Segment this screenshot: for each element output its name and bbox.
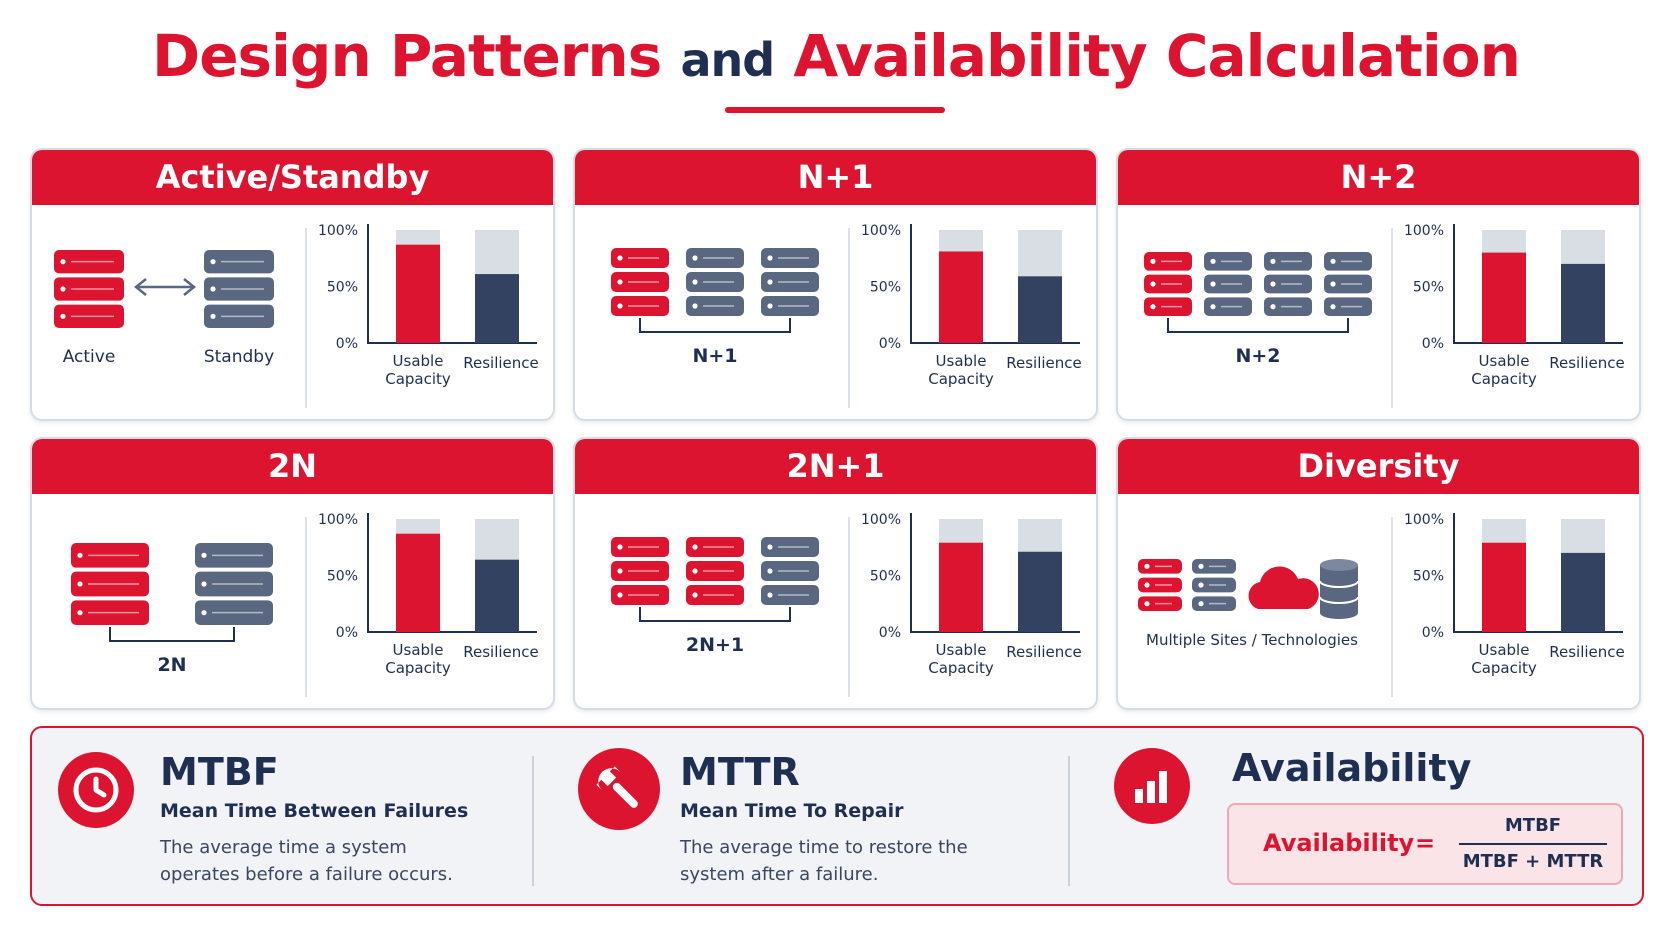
x-category-label: Resilience — [463, 643, 539, 661]
pattern-card-n-plus-2 — [1116, 148, 1641, 421]
bidirectional-arrow-icon — [136, 279, 194, 295]
x-category-label: Usable — [392, 352, 444, 370]
group-bracket — [110, 627, 234, 641]
metric-description: The average time to restore the system after a failure. — [680, 837, 968, 885]
bar-chart-icon — [1114, 748, 1190, 824]
metric-mtbf — [58, 728, 518, 906]
title-part-design-patterns: Design Patterns — [152, 22, 662, 90]
x-category-label: Capacity — [1471, 370, 1537, 388]
bar-resilience — [1018, 552, 1062, 632]
formula-numerator: MTBF — [1504, 815, 1562, 836]
group-bracket — [1168, 318, 1348, 332]
y-tick-label: 50% — [869, 279, 901, 296]
metric-subtitle: Mean Time To Repair — [680, 800, 904, 822]
pattern-diagram-label: N+1 — [692, 345, 738, 367]
x-category-label: Capacity — [928, 370, 994, 388]
bar-resilience — [1561, 264, 1605, 343]
metrics-divider — [1068, 756, 1070, 886]
x-category-label: Capacity — [385, 659, 451, 677]
server-stack-standby-icon — [204, 250, 274, 328]
pattern-diagram-label: 2N — [157, 654, 187, 676]
metric-title: MTBF — [160, 750, 279, 794]
y-tick-label: 0% — [1421, 625, 1444, 641]
bar-resilience — [475, 274, 519, 343]
wrench-icon — [578, 748, 660, 830]
pattern-card-n-plus-1 — [573, 148, 1098, 421]
bar-usable-capacity — [939, 251, 983, 343]
x-category-label: Capacity — [385, 370, 451, 388]
page-title — [0, 22, 1672, 90]
title-part-availability: Availability Calculation — [793, 22, 1520, 90]
y-tick-label: 50% — [1412, 279, 1444, 296]
x-category-label: Resilience — [1006, 643, 1082, 661]
server-stack-standby-icon — [761, 537, 819, 605]
pattern-diagram-label: N+2 — [1235, 345, 1281, 367]
server-stack-standby-icon — [195, 543, 273, 625]
card-header: 2N+1 — [575, 439, 1096, 494]
server-stack-standby-icon — [686, 248, 744, 316]
y-tick-label: 100% — [317, 223, 358, 239]
y-tick-label: 100% — [860, 512, 901, 528]
y-tick-label: 100% — [1403, 512, 1444, 528]
x-category-label: Capacity — [1471, 659, 1537, 677]
pattern-card-diversity — [1116, 437, 1641, 710]
card-header: N+2 — [1118, 150, 1639, 205]
metric-description: The average time a system operates before a failure occurs. — [160, 837, 453, 885]
server-stack-standby-icon — [761, 248, 819, 316]
pattern-card-2n-plus-1 — [573, 437, 1098, 710]
y-tick-label: 0% — [335, 625, 358, 641]
pattern-diagram-label: Multiple Sites / Technologies — [1146, 631, 1358, 649]
title-underline — [725, 107, 945, 113]
x-category-label: Resilience — [463, 354, 539, 372]
server-stack-standby-icon — [1204, 252, 1252, 316]
database-icon — [1320, 559, 1358, 619]
server-stack-active-icon — [611, 248, 669, 316]
formula-equals: = — [1415, 829, 1436, 857]
metric-subtitle: Mean Time Between Failures — [160, 800, 469, 822]
clock-icon — [58, 752, 134, 828]
pattern-card-active-standby — [30, 148, 555, 421]
x-category-label: Usable — [1478, 352, 1530, 370]
server-stack-icon — [1138, 559, 1182, 611]
metric-title: Availability — [1232, 746, 1472, 790]
x-category-label: Usable — [935, 641, 987, 659]
y-tick-label: 0% — [335, 336, 358, 352]
x-category-label: Resilience — [1549, 643, 1625, 661]
group-bracket — [640, 318, 790, 332]
y-tick-label: 50% — [869, 568, 901, 585]
cloud-icon — [1249, 567, 1319, 609]
bar-resilience — [1018, 276, 1062, 343]
metric-mttr — [578, 728, 1038, 906]
y-tick-label: 0% — [878, 625, 901, 641]
bar-usable-capacity — [939, 543, 983, 632]
card-header: Diversity — [1118, 439, 1639, 494]
standby-label: Standby — [203, 347, 275, 367]
y-tick-label: 0% — [878, 336, 901, 352]
bar-usable-capacity — [1482, 253, 1526, 343]
formula-denominator: MTBF + MTTR — [1462, 851, 1604, 872]
x-category-label: Resilience — [1006, 354, 1082, 372]
bar-usable-capacity — [396, 245, 440, 343]
server-stack-active-icon — [54, 250, 124, 328]
formula-fraction-bar — [1459, 843, 1607, 845]
x-category-label: Capacity — [928, 659, 994, 677]
x-category-label: Resilience — [1549, 354, 1625, 372]
pattern-diagram-label: 2N+1 — [685, 634, 745, 656]
metrics-divider — [532, 756, 534, 886]
server-stack-standby-icon — [1264, 252, 1312, 316]
y-tick-label: 50% — [326, 279, 358, 296]
y-tick-label: 50% — [1412, 568, 1444, 585]
x-category-label: Usable — [935, 352, 987, 370]
metrics-panel — [30, 726, 1644, 906]
pattern-card-2n — [30, 437, 555, 710]
formula-label: Availability — [1263, 829, 1415, 857]
metric-title: MTTR — [680, 750, 800, 794]
server-stack-icon — [1192, 559, 1236, 611]
y-tick-label: 50% — [326, 568, 358, 585]
server-stack-active-icon — [71, 543, 149, 625]
bar-resilience — [1561, 553, 1605, 632]
card-header: N+1 — [575, 150, 1096, 205]
x-category-label: Usable — [392, 641, 444, 659]
y-tick-label: 100% — [1403, 223, 1444, 239]
y-tick-label: 0% — [1421, 336, 1444, 352]
x-category-label: Usable — [1478, 641, 1530, 659]
title-part-and: and — [680, 33, 775, 87]
active-label: Active — [62, 347, 116, 367]
y-tick-label: 100% — [860, 223, 901, 239]
server-stack-active-icon — [611, 537, 669, 605]
server-stack-standby-icon — [1324, 252, 1372, 316]
group-bracket — [640, 607, 790, 621]
y-tick-label: 100% — [317, 512, 358, 528]
card-header: Active/Standby — [32, 150, 553, 205]
bar-resilience — [475, 560, 519, 632]
card-header: 2N — [32, 439, 553, 494]
server-stack-active-icon — [686, 537, 744, 605]
server-stack-active-icon — [1144, 252, 1192, 316]
availability-formula — [1227, 803, 1623, 885]
bar-usable-capacity — [1482, 543, 1526, 632]
bar-usable-capacity — [396, 534, 440, 632]
